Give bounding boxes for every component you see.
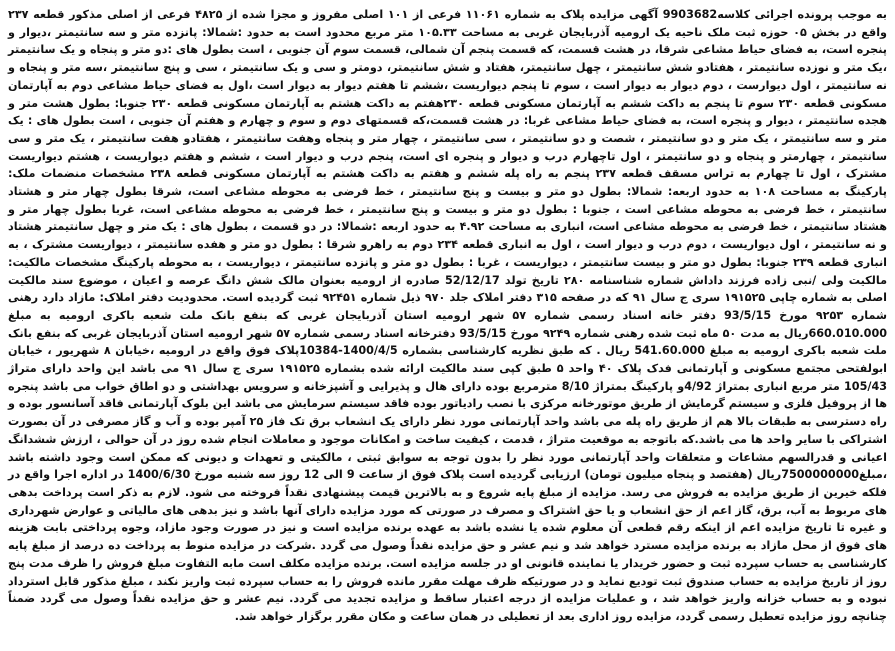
notice-body-text: به موجب پرونده اجرائی کلاسه9903682 آگهی مزایده پلاک به شماره ۱۱۰۶۱ فرعی از ۱۰۱ اصلی مفروز و مجزا شده از ۴۸۲۵ فرعی از اصلی مذکور قطعه ۲۳۷ واقع در بخش ۰۵ حوزه ثبت ملک ناحیه یک ارومیه آذربایجان غربی به مساحت ۱۰۵.۳۳ متر مربع محدود است به حدود :شمالا: پانزده متر و سه سانتیمتر ،دیوار و پنجره است، به فضای حیاط مشاعی شرقا، در هشت قسمت، که قسمت پنجم آن شمالی، قسمت سوم آن جنوبی ، است بطول های :دو متر و پنجاه و یک سانتیمتر ،یک متر و نوزده سانتیمتر ، هفتادو شش سانتیمتر ، چهل سانتیمتر، هفتاد و شش سانتیمتر، دومتر و سی و یک سانتیمتر ، سی و پنج سانتیمتر ،سه متر و پنجاه و نه سانتیمتر ، اول دیوارست ، دوم دیوار به دیوار است ، سوم تا پنجم دیواریست ،ششم تا هفتم دیوار به دیوار است ،اول به فضای حیاط مشاعی دوم به آپارتمان مسکونی قطعه ۲۳۰ سوم تا پنجم به داکت ششم به آپارتمان مسکونی قطعه ۲۳۰هفتم به داکت هشتم به آپارتمان مسکونی قطعه ۲۳۰ جنوبا: بطول هشت متر و هجده سانتیمتر ، دیوار و پنجره است، به فضای حیاط مشاعی غربا: در هشت قسمت،که قسمتهای دوم و سوم و چهارم و هفتم آن جنوبی ، است بطول های : یک متر و سه سانتیمتر ، یک متر و دو سانتیمتر ، شصت و دو سانتیمتر ، سی سانتیمتر ، چهار متر و پنجاه وهفت سانتیمتر ، هفتادو هفت سانتیمتر ، یک متر و سی سانتیمتر ، چهارمتر و پنجاه و دو سانتیمتر ، اول تاچهارم درب و دیوار و پنجره ای است، پنجم درب و دیوار است ، ششم و هفتم دیواریست ، هشتم دیواریست مشترک ، اول تا چهارم به تراس مسقف قطعه ۲۳۷ پنجم به راه پله ششم و هفتم به داکت هشتم به آپارتمان مسکونی قطعه ۲۳۸ مشخصات منضمات ملک: پارکینگ به مساحت ۱۰۸ به حدود اربعه: شمالا: بطول دو متر و بیست و پنج سانتیمتر ، خط فرضی به محوطه مشاعی است، شرقا بطول چهار متر و هشتاد سانتیمتر ، خط فرضی به محوطه مشاعی است ، جنوبا : بطول دو متر و بیست و پنج سانتیمتر ، خط فرضی به محوطه مشاعی است، غربا بطول چهار متر و هشتاد سانتیمتر ، خط فرضی به محوطه مشاعی است، انباری به مساحت ۴.۹۲ به حدود اربعه :شمالا: در دو قسمت ، بطول های : یک متر و چهل سانتیمتر هشتاد و نه سانتیمتر ، اول دیواریست ، دوم درب و دیوار است ، اول به انباری قطعه ۲۳۴ دوم به راهرو شرقا : بطول دو متر و هفده سانتیمتر ، دیواریست مشترک ، به انباری قطعه ۲۳۹ جنوبا: بطول دو متر و بیست سانتیمتر ، دیواریست ، غربا : بطول دو متر و پانزده سانتیمتر ، دیواریست ، به محوطه پارکینگ مشخصات مالکیت: مالکیت ولی /نبی زاده فرزند داداش شماره شناسنامه ۲۸۰ تاریخ تولد 52/12/17 صادره از ارومیه بعنوان مالک شش دانگ عرصه و اعیان ، موضوع سند مالکیت اصلی به شماره چاپی ۱۹۱۵۲۵ سری ج سال ۹۱ که در صفحه ۳۱۵ دفتر املاک جلد ۹۷۰ ذیل شماره ۹۲۴۵۱ ثبت گردیده است. محدودیت دفتر املاک: مازاد دارد رهنی شماره ۹۲۵۳ مورخ 93/5/15 دفتر خانه اسناد رسمی شماره ۵۷ شهر ارومیه استان آذربایجان غربی که بنفع بانک ملت شعبه باکری ارومیه به مبلغ 660.010.000ریال به مدت ۵۰ ماه ثبت شده رهنی شماره ۹۲۴۹ مورخ 93/5/15 دفترخانه اسناد رسمی شماره ۵۷ شهر ارومیه استان آذربایجان غربی که بنفع بانک ملت شعبه باکری ارومیه به مبلغ 541.60.000 ریال . که طبق نظریه کارشناسی بشماره 1400/4/5-10384پلاک فوق واقع در ارومیه ،خیابان ۸ شهریور ، خیابان ابولفتحی مجتمع مسکونی و آپارتمانی فدک پلاک ۴۰ واحد ۵ طبق کپی سند مالکیت ارائه شده بشماره ۱۹۱۵۲۵ سری ج سال ۹۱ می باشد این واحد دارای متراژ 105/43 متر مربع انباری بمتراژ 4/92و پارکینگ بمتراژ 8/10 مترمربع بوده دارای هال و پذیرایی و آشپزخانه و سرویس بهداشتی و دو اطاق خواب می باشد پنجره ها از پروفیل فلزی و سیستم گرمایش از طریق موتورخانه مرکزی با نصب رادیاتور بوده فاقد سیستم سرمایش می باشد این بلوک آپارتمانی فاقد آسانسور بوده و راه دسترسی به طبقات بالا هم از طریق راه پله می باشد واحد آپارتمانی مورد نظر دارای یک انشعاب برق تک فاز ۲۵ آمپر بوده و آب و گاز مصرفی در آن بصورت اشتراکی با سایر واحد ها می باشد.که باتوجه به موقعیت متراژ ، قدمت ، کیفیت ساخت و امکانات موجود و معاملات انجام شده روز در آن حوالی ، ارزش ششدانگ اعیانی و قدرالسهم مشاعات و متعلقات واحد آپارتمانی مورد نظر را بدون توجه به سوابق ثبتی ، مالکیتی و تعهدات و دیونی که ممکن است وجود داشته باشد ،مبلغ7500000000ریال (هفتصد و پنجاه میلیون تومان) ارزیابی گردیده است پلاک فوق از ساعت 9 الی 12 روز سه شنبه مورخ 1400/6/30 در اداره اجرا واقع در فلکه خیرین از طریق مزایده به فروش می رسد. مزایده از مبلغ پایه شروع و به بالاترین قیمت پیشنهادی نقداً فروخته می شود. لازم به ذکر است پرداخت بدهی های مربوط به آب، برق، گاز اعم از حق انشعاب و یا حق اشتراک و مصرف در صورتی که مورد مزایده دارای آنها باشد و نیز بدهی های مالیاتی و عوارض شهرداری و غیره تا تاریخ مزایده اعم از اینکه رقم قطعی آن معلوم شده یا نشده باشد به عهده برنده مزایده است و نیز در صورت وجود مازاد، وجوه پرداختی بابت هزینه های فوق از محل مازاد به برنده مزایده مسترد خواهد شد و نیم عشر و حق مزایده نقداً وصول می گردد .شرکت در مزایده منوط به پرداخت ده درصد از مبلغ پایه کارشناسی به حساب سپرده ثبت و حضور خریدار یا نماینده قانونی او در جلسه مزایده است. برنده مزایده مکلف است مابه التفاوت مبلغ فروش را ظرف مدت پنج روز از تاریخ مزایده به حساب صندوق ثبت تودیع نماید و در صورتیکه ظرف مهلت مقرر مانده فروش را به حساب سپرده ثبت واریز نکند ، مبلغ مذکور قابل استرداد نبوده و به حساب خزانه واریز خواهد شد ، و عملیات مزایده از درجه اعتبار ساقط و مزایده تجدید می گردد. نیم عشر و حق مزایده نقداً وصول می گردد ضمناً چنانچه روز مزایده تعطیل رسمی گردد، مزایده روز اداری بعد از تعطیلی در همان ساعت و مکان مقرر برگزار خواهد شد. xyxy=(8,8,888,623)
